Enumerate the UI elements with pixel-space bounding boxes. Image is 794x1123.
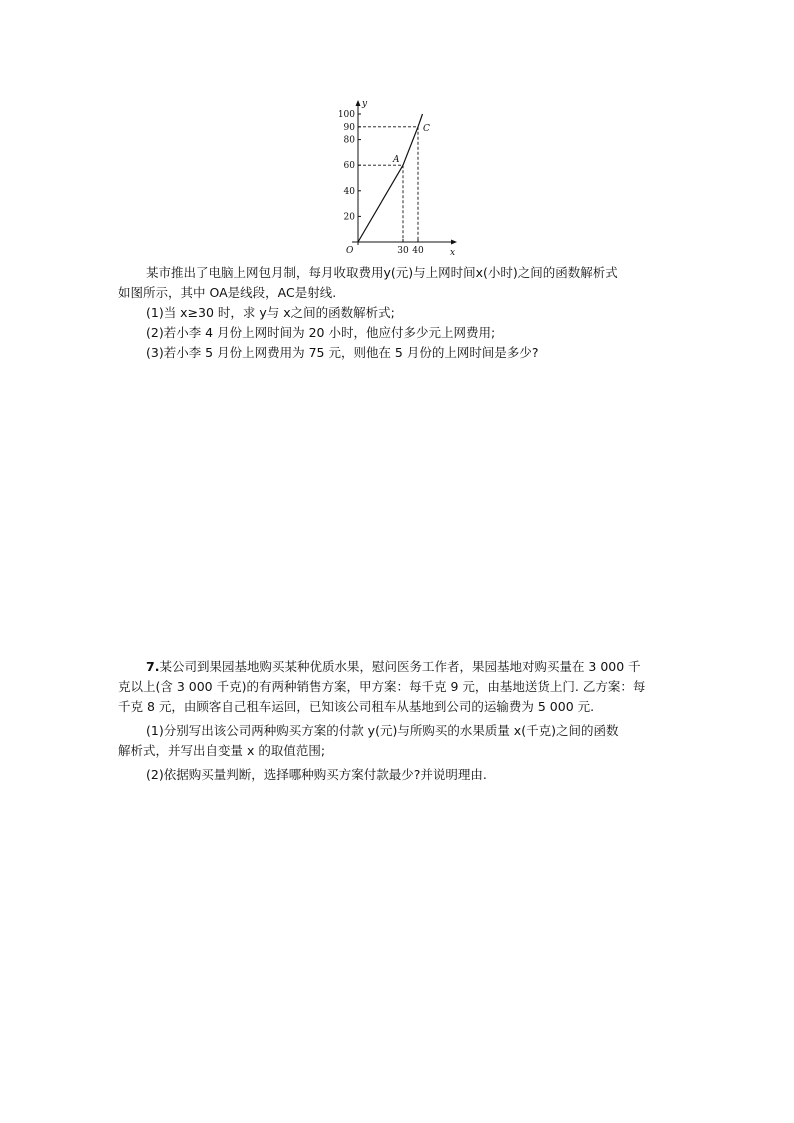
problem7-line3: 千克 8 元，由顾客自己租车运回，已知该公司租车从基地到公司的运输费为 5 000 元. — [118, 699, 595, 714]
y-tick-label: 100 — [337, 110, 355, 120]
x-tick-label: 40 — [412, 246, 424, 256]
origin-label: O — [346, 246, 354, 256]
problem7-question1-line1: (1)分别写出该公司两种购买方案的付款 y(元)与所购买的水果质量 x(千克)之间的函数 — [146, 723, 619, 738]
problem7-question2: (2)依据购买量判断，选择哪种购买方案付款最少?并说明理由. — [146, 767, 487, 782]
segment-ac — [403, 114, 423, 165]
problem7-number: 7. — [146, 659, 160, 674]
x-axis-arrow — [451, 240, 457, 245]
problem6-question1: (1)当 x≥30 时，求 y与 x之间的函数解析式; — [146, 305, 395, 320]
problem6-intro-line1: 某市推出了电脑上网包月制，每月收取费用y(元)与上网时间x(小时)之间的函数解析式 — [146, 265, 618, 280]
y-axis-label: y — [362, 99, 368, 109]
problem7-line2: 克以上(含 3 000 千克)的有两种销售方案，甲方案：每千克 9 元，由基地送货上门. 乙方案：每 — [118, 679, 646, 694]
y-tick-label: 90 — [343, 122, 355, 133]
line-graph-figure — [330, 95, 465, 260]
series-layer — [358, 114, 423, 242]
segment-oa — [358, 165, 403, 242]
guide-lines — [358, 127, 418, 242]
problem6-question2: (2)若小李 4 月份上网时间为 20 小时，他应付多少元上网费用; — [146, 325, 496, 340]
problem7-line1 — [118, 657, 678, 677]
graph-svg — [330, 95, 465, 260]
x-tick-label: 30 — [397, 246, 409, 256]
y-tick-label: 60 — [343, 161, 355, 172]
point-a-label: A — [393, 155, 400, 166]
point-c-label: C — [423, 123, 430, 134]
tick-layer — [338, 110, 424, 256]
problem7-question1-line2: 解析式，并写出自变量 x 的取值范围; — [118, 743, 326, 758]
y-axis-arrow — [356, 100, 361, 106]
y-tick-label: 80 — [343, 135, 355, 146]
problem7-line1-text: 某公司到果园基地购买某种优质水果，慰问医务工作者，果园基地对购买量在 3 000 千 — [159, 659, 641, 674]
problem6-intro-line2: 如图所示，其中 OA是线段，AC是射线. — [118, 285, 337, 300]
y-tick-label: 20 — [343, 212, 355, 223]
problem6-question3: (3)若小李 5 月份上网费用为 75 元，则他在 5 月份的上网时间是多少? — [146, 345, 539, 360]
x-axis-label: x — [450, 248, 456, 258]
y-tick-label: 40 — [343, 186, 355, 197]
